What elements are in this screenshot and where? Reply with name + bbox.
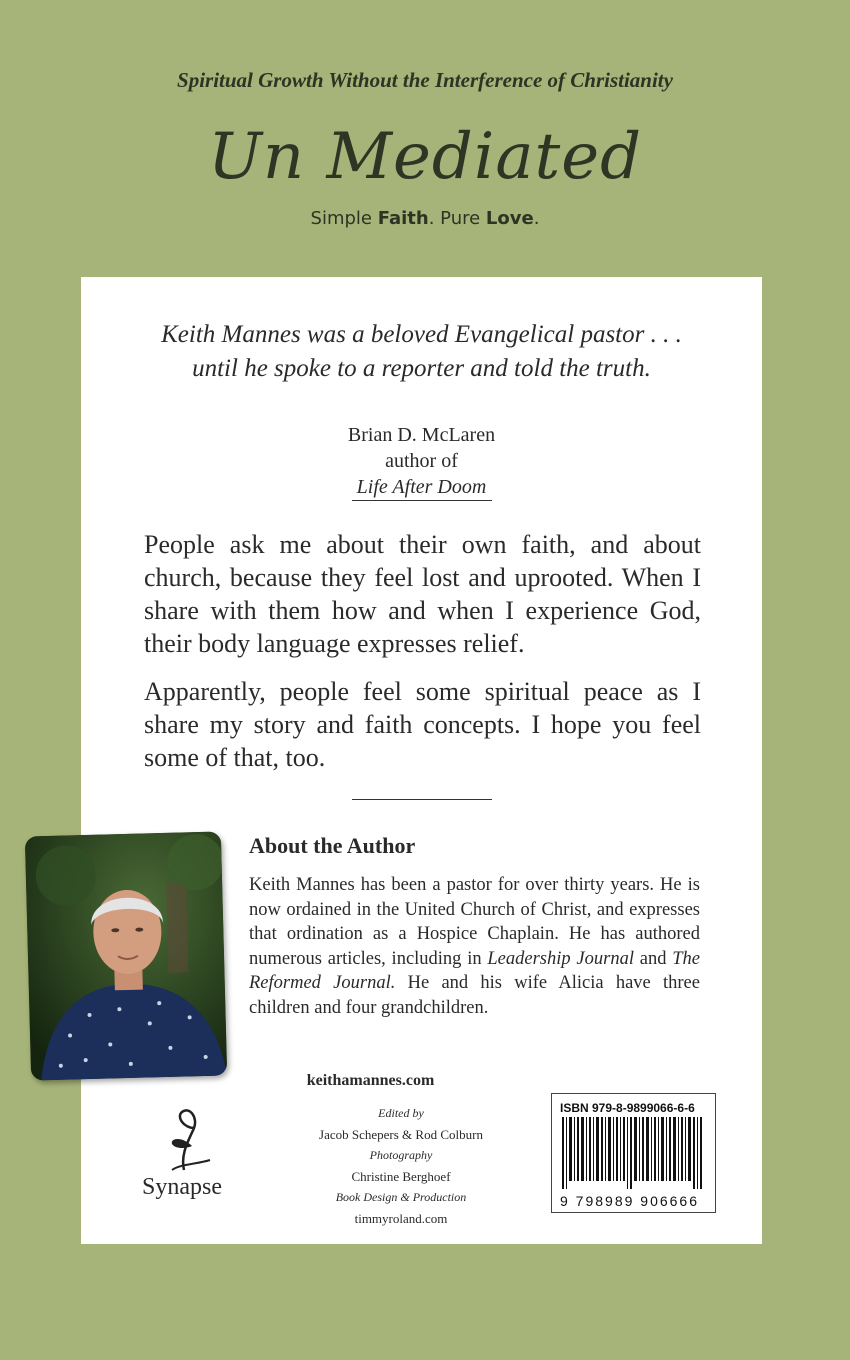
blurb-paragraph-1: People ask me about their own faith, and about church, because they feel lost and uprooted. When I share with them how and when I experience God, their body language expresses relief. (144, 530, 701, 658)
journal-2: The Reformed Journal. (249, 948, 700, 993)
tagline: Spiritual Growth Without the Interference of Christianity (177, 68, 673, 92)
divider-rule (352, 799, 492, 800)
credit-edited-role: Edited by (378, 1106, 424, 1120)
journal-1: Leadership Journal (487, 948, 634, 969)
quote-line-1: Keith Mannes was a beloved Evangelical pastor . . . (161, 321, 682, 348)
author-portrait-icon (25, 831, 227, 1080)
credit-photo-role: Photography (369, 1148, 433, 1162)
isbn-label: ISBN 979-8-9899066-6-6 (560, 1101, 695, 1115)
author-photo (25, 831, 227, 1080)
credit-edited-names: Jacob Schepers & Rod Colburn (319, 1127, 483, 1142)
endorsement-quote (81, 318, 762, 386)
subtitle-pre: Simple (310, 208, 378, 229)
credit-photo-name: Christine Berghoef (351, 1169, 451, 1184)
about-text-a: Keith Mannes has been a pastor for over thirty years. He is now ordained in the United Church of Christ, and expresses that ordination as a Hospice Chaplain. He has authored numerous articles, including in (249, 875, 700, 969)
subtitle-faith: Faith (377, 208, 429, 229)
subtitle-mid: . Pure (428, 208, 486, 229)
sprout-icon (132, 1098, 252, 1178)
barcode-bars-icon (562, 1117, 704, 1189)
quote-line-2: until he spoke to a reporter and told the truth. (192, 355, 651, 382)
author-website[interactable]: keithamannes.com (306, 1072, 435, 1089)
about-text-c: He and his wife Alicia have three children and four grandchildren. (249, 973, 700, 1018)
endorser-prefix: author of (385, 450, 458, 472)
blurb-paragraph-2: Apparently, people feel some spiritual peace as I share my story and faith concepts. I hope you feel some of that, too. (144, 677, 701, 772)
about-text-b: and (633, 948, 673, 969)
credits-block (296, 1103, 506, 1229)
endorser-name: Brian D. McLaren (347, 424, 496, 446)
subtitle-love: Love (485, 208, 534, 229)
divider-rule (352, 500, 492, 501)
endorser-credit (81, 448, 762, 500)
endorser-book: Life After Doom (356, 476, 487, 498)
subtitle (0, 208, 850, 229)
publisher-logo (132, 1098, 252, 1183)
endorsement-attribution (81, 422, 762, 500)
credit-design-role: Book Design & Production (335, 1190, 467, 1204)
about-author-heading: About the Author (249, 833, 416, 858)
book-title: Un Mediated (207, 120, 643, 194)
about-author-text (249, 873, 700, 1020)
publisher-name: Synapse (142, 1174, 222, 1200)
subtitle-end: . (533, 208, 540, 229)
isbn-digits: 9 798989 906666 (560, 1193, 699, 1209)
credit-design-name: timmyroland.com (354, 1211, 448, 1226)
